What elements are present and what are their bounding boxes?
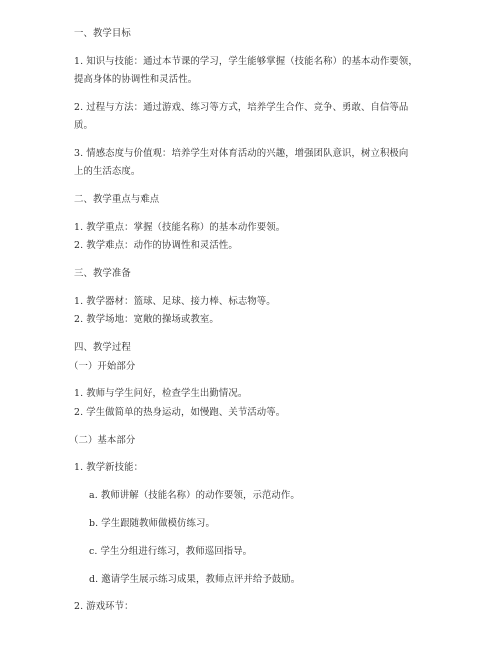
basic-subitem-b: b. 学生跟随教师做模仿练习。 — [89, 518, 215, 529]
objective-item-1-line-1: 1. 知识与技能：通过本节课的学习，学生能够掌握（技能名称）的基本动作要领， — [74, 56, 418, 67]
section-heading-objectives: 一、教学目标 — [74, 28, 131, 39]
subsection-heading-basic: （二）基本部分 — [69, 435, 136, 446]
subsection-heading-opening: （一）开始部分 — [69, 361, 136, 372]
objective-item-3-line-2: 上的生活态度。 — [74, 166, 141, 177]
objective-item-1-line-2: 提高身体的协调性和灵活性。 — [74, 74, 198, 85]
key-point-item-2: 2. 教学难点：动作的协调性和灵活性。 — [74, 240, 238, 251]
objective-item-2-line-1: 2. 过程与方法：通过游戏、练习等方式，培养学生合作、竞争、勇敢、自信等品 — [74, 102, 409, 113]
section-heading-preparation: 三、教学准备 — [74, 268, 131, 279]
objective-item-2-line-2: 质。 — [74, 120, 93, 131]
basic-subitem-d: d. 邀请学生展示练习成果，教师点评并给予鼓励。 — [89, 574, 301, 585]
basic-item-1: 1. 教学新技能： — [74, 462, 144, 473]
opening-item-2: 2. 学生做简单的热身运动，如慢跑、关节活动等。 — [74, 407, 286, 418]
section-heading-process: 四、教学过程 — [74, 342, 131, 353]
basic-item-2: 2. 游戏环节： — [74, 601, 134, 612]
preparation-item-2: 2. 教学场地：宽敞的操场或教室。 — [74, 314, 219, 325]
basic-subitem-c: c. 学生分组进行练习，教师巡回指导。 — [89, 546, 253, 557]
opening-item-1: 1. 教师与学生问好，检查学生出勤情况。 — [74, 388, 248, 399]
preparation-item-1: 1. 教学器材：篮球、足球、接力棒、标志物等。 — [74, 296, 276, 307]
objective-item-3-line-1: 3. 情感态度与价值观：培养学生对体育活动的兴趣，增强团队意识，树立积极向 — [74, 148, 409, 159]
basic-subitem-a: a. 教师讲解（技能名称）的动作要领，示范动作。 — [89, 490, 300, 501]
section-heading-key-points: 二、教学重点与难点 — [74, 194, 160, 205]
key-point-item-1: 1. 教学重点：掌握（技能名称）的基本动作要领。 — [74, 222, 286, 233]
